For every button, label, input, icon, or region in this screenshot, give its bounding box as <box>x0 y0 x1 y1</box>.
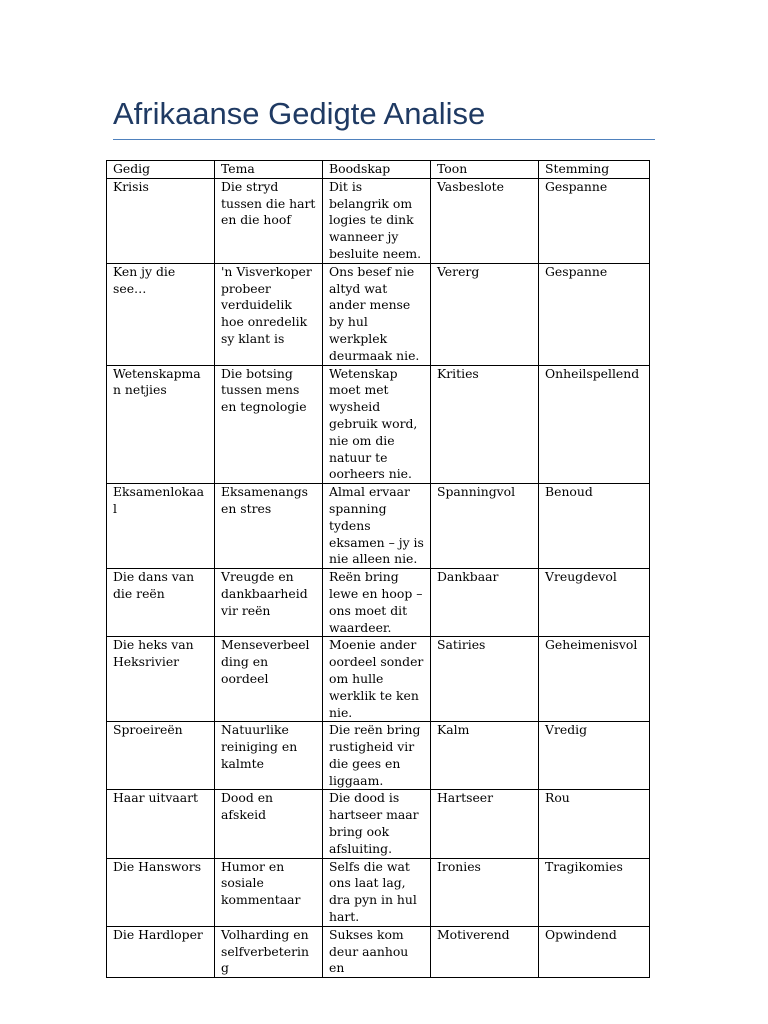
table-cell: Benoud <box>539 484 650 569</box>
table-cell: Die heks van Heksrivier <box>107 637 215 722</box>
table-cell: Die Hardloper <box>107 926 215 977</box>
table-cell: Reën bring lewe en hoop – ons moet dit waardeer. <box>323 569 431 637</box>
table-cell: Die Hanswors <box>107 858 215 926</box>
table-cell: Haar uitvaart <box>107 790 215 858</box>
table-cell: Ironies <box>431 858 539 926</box>
table-row <box>107 484 650 569</box>
table-header-row <box>107 161 650 179</box>
table-cell: Volharding en selfverbetering <box>215 926 323 977</box>
table-cell: Ons besef nie altyd wat ander mense by hul werkplek deurmaak nie. <box>323 263 431 365</box>
table-cell: Dood en afskeid <box>215 790 323 858</box>
table-cell: Die stryd tussen die hart en die hoof <box>215 178 323 263</box>
header-cell: Boodskap <box>323 161 431 179</box>
table-cell: Eksamenlokaal <box>107 484 215 569</box>
table-cell: Satiries <box>431 637 539 722</box>
header-cell: Gedig <box>107 161 215 179</box>
table-cell: Motiverend <box>431 926 539 977</box>
table-cell: Humor en sosiale kommentaar <box>215 858 323 926</box>
table-cell: Sukses kom deur aanhou en <box>323 926 431 977</box>
title-underline <box>113 139 655 140</box>
table-cell: Die reën bring rustigheid vir die gees en liggaam. <box>323 722 431 790</box>
table-row <box>107 637 650 722</box>
table-cell: 'n Visverkoper probeer verduidelik hoe onredelik sy klant is <box>215 263 323 365</box>
table-row <box>107 178 650 263</box>
table-cell: Onheilspellend <box>539 365 650 484</box>
table-cell: Wetenskap moet met wysheid gebruik word, nie om die natuur te oorheers nie. <box>323 365 431 484</box>
table-cell: Kalm <box>431 722 539 790</box>
table-cell: Vererg <box>431 263 539 365</box>
table-cell: Rou <box>539 790 650 858</box>
table-row <box>107 263 650 365</box>
table-cell: Vasbeslote <box>431 178 539 263</box>
table-row <box>107 569 650 637</box>
table-cell: Gespanne <box>539 178 650 263</box>
table-row <box>107 858 650 926</box>
table-cell: Sproeireën <box>107 722 215 790</box>
table-cell: Krities <box>431 365 539 484</box>
table-row <box>107 365 650 484</box>
table-cell: Tragikomies <box>539 858 650 926</box>
table-cell: Natuurlike reiniging en kalmte <box>215 722 323 790</box>
table-cell: Eksamenangs en stres <box>215 484 323 569</box>
page-title: Afrikaanse Gedigte Analise <box>113 96 486 131</box>
table-cell: Vredig <box>539 722 650 790</box>
table-cell: Menseverbeelding en oordeel <box>215 637 323 722</box>
table-cell: Gespanne <box>539 263 650 365</box>
table-cell: Vreugdevol <box>539 569 650 637</box>
table-cell: Almal ervaar spanning tydens eksamen – jy is nie alleen nie. <box>323 484 431 569</box>
table-cell: Krisis <box>107 178 215 263</box>
table-cell: Die dood is hartseer maar bring ook afsluiting. <box>323 790 431 858</box>
table-cell: Die dans van die reën <box>107 569 215 637</box>
table-cell: Dit is belangrik om logies te dink wanneer jy besluite neem. <box>323 178 431 263</box>
table-cell: Geheimenisvol <box>539 637 650 722</box>
poem-analysis-table <box>106 160 650 978</box>
header-cell: Toon <box>431 161 539 179</box>
table-cell: Wetenskapman netjies <box>107 365 215 484</box>
header-cell: Stemming <box>539 161 650 179</box>
table-cell: Vreugde en dankbaarheid vir reën <box>215 569 323 637</box>
table-cell: Hartseer <box>431 790 539 858</box>
table-cell: Spanningvol <box>431 484 539 569</box>
table-row <box>107 790 650 858</box>
table-cell: Ken jy die see… <box>107 263 215 365</box>
table-cell: Moenie ander oordeel sonder om hulle werklik te ken nie. <box>323 637 431 722</box>
header-cell: Tema <box>215 161 323 179</box>
table-row <box>107 722 650 790</box>
table-row <box>107 926 650 977</box>
table-cell: Die botsing tussen mens en tegnologie <box>215 365 323 484</box>
table-cell: Opwindend <box>539 926 650 977</box>
table-cell: Dankbaar <box>431 569 539 637</box>
table-cell: Selfs die wat ons laat lag, dra pyn in hul hart. <box>323 858 431 926</box>
